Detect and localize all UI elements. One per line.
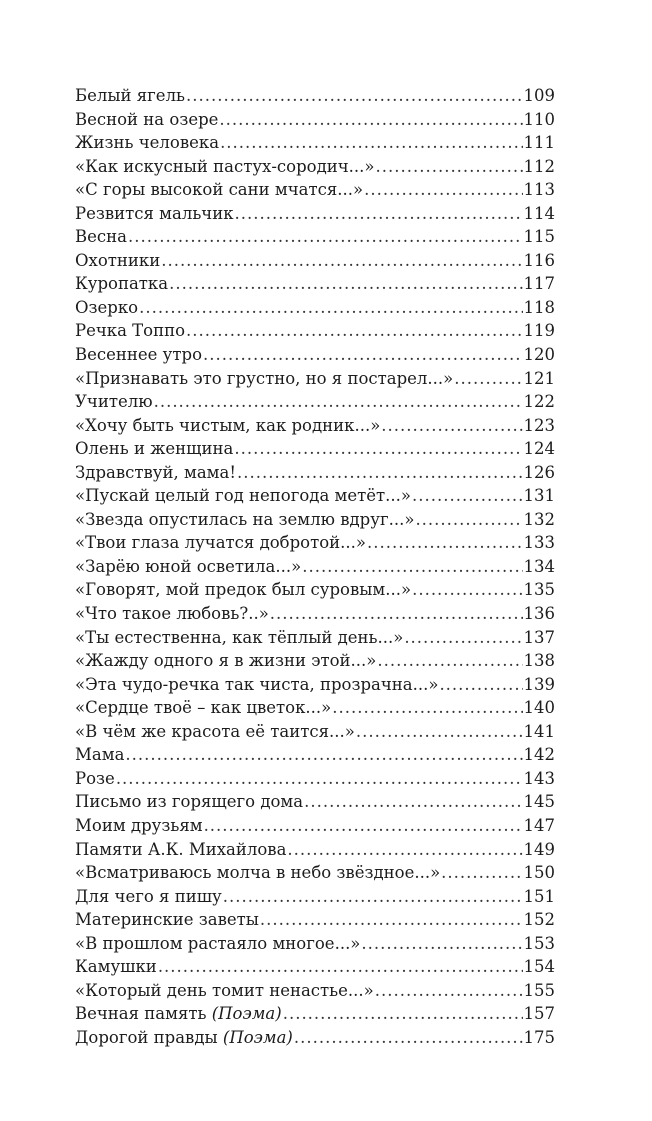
toc-entry-title-text: Розе [75,768,115,788]
dot-leader [235,202,523,226]
dot-leader [377,649,522,673]
toc-entry [75,767,555,791]
toc-entry-page-number: 135 [523,580,555,600]
toc-entry-page-number: 137 [523,627,555,647]
toc-entry-page-number: 155 [523,980,555,1000]
toc-entry [75,955,555,979]
toc-entry-title-text: «В чём же красота её таится...» [75,721,355,741]
dot-leader [375,979,523,1003]
toc-entry-page-number: 114 [523,203,555,223]
toc-entry-title-text: «Сердце твоё – как цветок...» [75,698,332,718]
toc-entry [75,272,555,296]
dot-leader [381,414,522,438]
toc-entry-title-text: Озерко [75,297,139,317]
dot-leader [186,84,522,108]
toc-entry-title-text: Материнские заветы [75,910,259,930]
toc-entry-title [75,885,222,909]
toc-entry-title [75,178,363,202]
toc-entry-page-number: 133 [523,533,555,553]
toc-entry-page-number: 123 [523,415,555,435]
dot-leader [376,155,523,179]
toc-entry-title [75,1026,293,1050]
toc-entry-page-number: 132 [523,509,555,529]
toc-entry-title-text: Письмо из горящего дома [75,792,304,812]
toc-entry [75,484,555,508]
toc-entry-title [75,225,127,249]
toc-entry [75,602,555,626]
toc-entry-title-text: «Пускай целый год непогода метёт...» [75,486,412,506]
dot-leader [203,343,523,367]
toc-entry-page-number: 118 [523,297,555,317]
toc-entry [75,296,555,320]
dot-leader [361,932,522,956]
toc-entry-title-text: Вечная память [75,1004,212,1024]
toc-entry-title [75,202,234,226]
toc-entry [75,390,555,414]
toc-entry-page-number: 120 [523,345,555,365]
toc-entry-title-text: Памяти А.К. Михайлова [75,839,287,859]
dot-leader [302,555,522,579]
dot-leader [116,767,523,791]
toc-entry-page-number: 134 [523,556,555,576]
toc-entry-page-number: 139 [523,674,555,694]
toc-entry [75,437,555,461]
dot-leader [439,673,522,697]
toc-entry-title [75,272,168,296]
toc-entry-title [75,602,269,626]
dot-leader [415,508,522,532]
toc-entry-page-number: 124 [523,439,555,459]
toc-entry-title [75,814,203,838]
toc-entry-title [75,343,202,367]
toc-entry-title [75,649,376,673]
toc-entry-note: (Поэма) [211,1004,282,1024]
toc-entry-title [75,955,157,979]
toc-entry-title-text: Учителю [75,392,153,412]
toc-entry-page-number: 147 [523,815,555,835]
dot-leader [332,696,522,720]
toc-entry-title [75,296,138,320]
toc-entry-title-text: «Хочу быть чистым, как родник...» [75,415,381,435]
toc-entry [75,108,555,132]
toc-entry-title-text: Олень и женщина [75,439,234,459]
toc-entry-title [75,861,440,885]
toc-entry [75,531,555,555]
toc-entry [75,202,555,226]
toc-entry-title-text: «С горы высокой сани мчатся...» [75,180,364,200]
dot-leader [237,461,523,485]
toc-entry-page-number: 150 [523,863,555,883]
toc-entry-page-number: 138 [523,651,555,671]
toc-entry-title [75,319,185,343]
toc-entry-title [75,484,411,508]
toc-entry [75,1002,555,1026]
dot-leader [404,626,522,650]
toc-entry-page-number: 149 [523,839,555,859]
toc-entry [75,720,555,744]
dot-leader [356,720,523,744]
toc-entry-page-number: 117 [523,274,555,294]
toc-entry-page-number: 121 [523,368,555,388]
toc-entry-title [75,461,236,485]
toc-entry-title [75,155,375,179]
toc-entry [75,743,555,767]
toc-entry [75,367,555,391]
toc-entry-page-number: 116 [523,250,555,270]
toc-entry-note: (Поэма) [222,1027,293,1047]
toc-entry-page-number: 136 [523,604,555,624]
toc-entry-title-text: Резвится мальчик [75,203,234,223]
toc-entry-title [75,743,124,767]
toc-entry-title-text: Весеннее утро [75,345,202,365]
toc-entry-page-number: 115 [523,227,555,247]
toc-entry-title-text: Здравствуй, мама! [75,462,236,482]
toc-entry-title [75,555,301,579]
dot-leader [154,390,523,414]
toc-entry [75,578,555,602]
toc-entry-page-number: 110 [523,109,555,129]
dot-leader [412,578,522,602]
toc-entry-title-text: «Который день томит ненастье...» [75,980,374,1000]
toc-entry-title [75,838,286,862]
toc-entry [75,649,555,673]
toc-entry-title [75,908,259,932]
toc-entry-title-text: Охотники [75,250,161,270]
toc-entry-title-text: Весна [75,227,127,247]
dot-leader [260,908,523,932]
toc-entry-title [75,1002,282,1026]
toc-entry-page-number: 113 [523,180,555,200]
toc-entry-title [75,508,414,532]
toc-entry [75,861,555,885]
dot-leader [304,790,522,814]
dot-leader [186,319,522,343]
toc-entry-title [75,696,331,720]
toc-entry-title [75,578,411,602]
toc-entry-page-number: 122 [523,392,555,412]
toc-entry [75,838,555,862]
dot-leader [367,531,523,555]
dot-leader [454,367,522,391]
toc-entry-page-number: 175 [523,1027,555,1047]
toc-entry [75,932,555,956]
dot-leader [169,272,522,296]
toc-entry-title-text: Дорогой правды [75,1027,223,1047]
toc-entry-page-number: 140 [523,698,555,718]
toc-entry-title [75,131,219,155]
toc-entry-page-number: 152 [523,910,555,930]
toc-entry [75,979,555,1003]
toc-entry-title-text: Для чего я пишу [75,886,222,906]
toc-entry-title [75,932,360,956]
toc-entry-page-number: 153 [523,933,555,953]
toc-entry [75,673,555,697]
toc-entry [75,508,555,532]
toc-entry-title-text: «Зарёю юной осветила...» [75,556,302,576]
dot-leader [234,437,522,461]
toc-entry-title-text: «Всматриваюсь молча в небо звёздное...» [75,863,441,883]
toc-entry-page-number: 141 [523,721,555,741]
toc-entry-page-number: 157 [523,1004,555,1024]
toc-entry-page-number: 126 [523,462,555,482]
toc-entry [75,131,555,155]
toc-entry-page-number: 119 [523,321,555,341]
toc-entry [75,626,555,650]
toc-entry-title [75,390,153,414]
dot-leader [204,814,523,838]
toc-entry [75,84,555,108]
dot-leader [412,484,522,508]
toc-entry [75,814,555,838]
toc-entry-title [75,249,160,273]
toc-entry [75,1026,555,1050]
toc-entry-title [75,108,218,132]
toc-entry-title-text: Речка Топпо [75,321,186,341]
toc-entry-title [75,84,185,108]
table-of-contents [75,84,555,1049]
toc-entry-title-text: «В прошлом растаяло многое...» [75,933,361,953]
dot-leader [139,296,522,320]
toc-entry-title-text: «Как искусный пастух-сородич...» [75,156,375,176]
toc-entry-title-text: Мама [75,745,125,765]
toc-entry-page-number: 111 [523,133,555,153]
toc-entry-page-number: 151 [523,886,555,906]
toc-entry [75,343,555,367]
dot-leader [287,838,522,862]
toc-entry-title-text: Моим друзьям [75,815,203,835]
toc-entry [75,908,555,932]
dot-leader [125,743,522,767]
dot-leader [441,861,522,885]
toc-entry [75,696,555,720]
toc-entry-page-number: 145 [523,792,555,812]
dot-leader [219,108,522,132]
toc-entry-title [75,979,374,1003]
toc-entry-title-text: «Жажду одного я в жизни этой...» [75,651,377,671]
toc-entry-title [75,531,366,555]
dot-leader [158,955,523,979]
toc-entry-page-number: 112 [523,156,555,176]
toc-entry [75,885,555,909]
toc-entry-title-text: «Эта чудо-речка так чиста, прозрачна...» [75,674,439,694]
toc-entry-page-number: 142 [523,745,555,765]
dot-leader [270,602,523,626]
dot-leader [161,249,522,273]
toc-entry [75,414,555,438]
toc-entry-title-text: «Признавать это грустно, но я постарел...» [75,368,454,388]
toc-entry-title-text: «Говорят, мой предок был суровым...» [75,580,412,600]
toc-entry-title [75,626,403,650]
dot-leader [364,178,522,202]
dot-leader [220,131,522,155]
toc-entry-title-text: «Что такое любовь?..» [75,604,269,624]
toc-entry [75,790,555,814]
toc-entry [75,155,555,179]
toc-entry [75,461,555,485]
toc-entry-title [75,767,115,791]
dot-leader [128,225,523,249]
toc-entry-page-number: 143 [523,768,555,788]
dot-leader [283,1002,523,1026]
toc-entry-page-number: 109 [523,86,555,105]
toc-entry [75,249,555,273]
toc-entry-title-text: Белый ягель [75,86,186,105]
toc-entry-title-text: «Твои глаза лучатся добротой...» [75,533,366,553]
toc-entry-title [75,437,233,461]
dot-leader [294,1026,523,1050]
toc-entry [75,178,555,202]
toc-entry-page-number: 131 [523,486,555,506]
toc-entry-title-text: «Звезда опустилась на землю вдруг...» [75,509,415,529]
toc-entry-title-text: Куропатка [75,274,169,294]
toc-entry-title [75,790,303,814]
toc-entry [75,225,555,249]
toc-entry-title-text: «Ты естественна, как тёплый день...» [75,627,404,647]
toc-entry-page-number: 154 [523,957,555,977]
toc-entry-title [75,414,380,438]
toc-entry [75,555,555,579]
toc-entry-title [75,720,355,744]
toc-entry [75,319,555,343]
toc-entry-title-text: Камушки [75,957,157,977]
toc-entry-title-text: Жизнь человека [75,133,220,153]
toc-entry-title [75,367,453,391]
toc-entry-title-text: Весной на озере [75,109,219,129]
toc-entry-title [75,673,438,697]
dot-leader [223,885,523,909]
